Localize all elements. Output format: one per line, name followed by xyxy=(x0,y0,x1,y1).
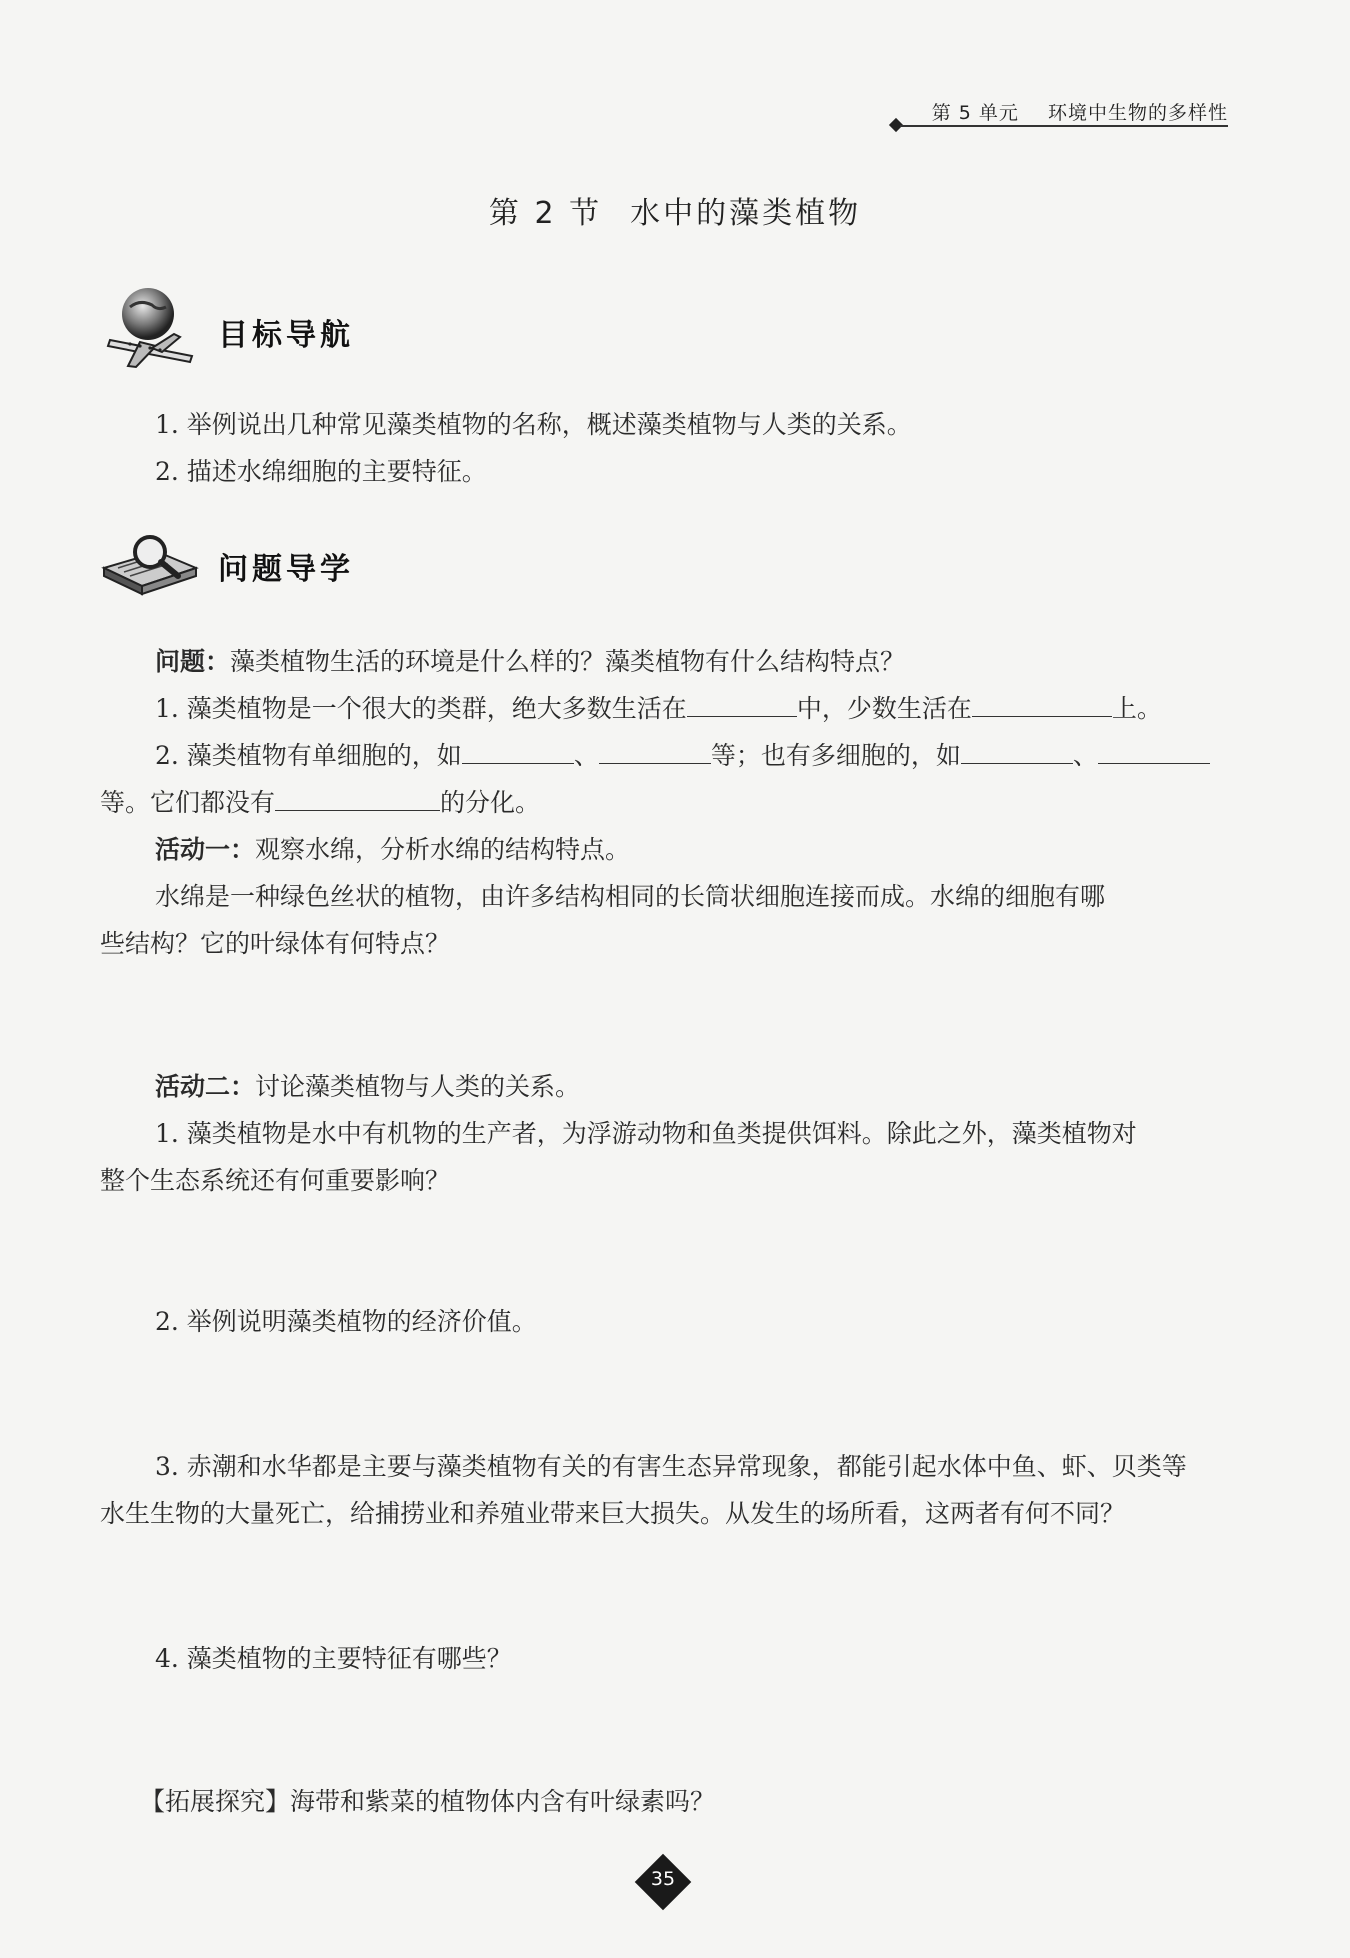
guide-heading: 问题导学 xyxy=(218,552,354,587)
globe-airplane-icon xyxy=(100,282,200,372)
header-unit: 第 5 单元 xyxy=(931,102,1019,124)
blank-field[interactable] xyxy=(972,692,1112,717)
blank-field[interactable] xyxy=(687,692,797,717)
blank-field[interactable] xyxy=(1098,739,1210,764)
goal-item-1: 1. 举例说出几种常见藻类植物的名称，概述藻类植物与人类的关系。 xyxy=(155,410,912,439)
activity1-paragraph-line2: 些结构？它的叶绿体有何特点？ xyxy=(100,929,451,958)
activity-1 xyxy=(155,833,630,867)
section-number: 第 2 节 xyxy=(488,196,603,231)
blank-field[interactable] xyxy=(961,739,1073,764)
fill3-text-a: 等。它们都没有 xyxy=(100,788,276,817)
activity2-q1-line2: 整个生态系统还有何重要影响？ xyxy=(100,1166,451,1195)
header-title: 环境中生物的多样性 xyxy=(1047,102,1228,124)
fill2-text-b: 等；也有多细胞的，如 xyxy=(710,741,961,770)
fill2-text-a: 2. 藻类植物有单细胞的，如 xyxy=(155,741,462,770)
blank-field[interactable] xyxy=(599,739,711,764)
activity2-q2: 2. 举例说明藻类植物的经济价值。 xyxy=(155,1307,537,1336)
goals-heading: 目标导航 xyxy=(218,318,354,353)
fill-item-2 xyxy=(155,739,1210,773)
goal-item-2: 2. 描述水绵细胞的主要特征。 xyxy=(155,457,487,486)
page-title xyxy=(0,188,1350,232)
extension-inquiry xyxy=(140,1785,715,1819)
fill3-text-b: 的分化。 xyxy=(440,788,541,817)
activity1-label: 活动一： xyxy=(155,835,256,864)
header-rule xyxy=(900,125,1228,127)
fill1-text-c: 上。 xyxy=(1111,694,1162,723)
activity2-label: 活动二： xyxy=(155,1072,256,1101)
activity2-q3-line1: 3. 赤潮和水华都是主要与藻类植物有关的有害生态异常现象，都能引起水体中鱼、虾、贝类等 xyxy=(155,1452,1187,1481)
blank-field[interactable] xyxy=(462,739,574,764)
activity1-paragraph-line1: 水绵是一种绿色丝状的植物，由许多结构相同的长筒状细胞连接而成。水绵的细胞有哪 xyxy=(155,882,1106,911)
activity2-q1-line1: 1. 藻类植物是水中有机物的生产者，为浮游动物和鱼类提供饵料。除此之外，藻类植物对 xyxy=(155,1119,1137,1148)
magnifier-book-icon xyxy=(100,530,200,600)
activity1-text: 观察水绵，分析水绵的结构特点。 xyxy=(255,835,631,864)
fill1-text-b: 中，少数生活在 xyxy=(796,694,972,723)
fill2-sep-1: 、 xyxy=(573,741,599,770)
page-header xyxy=(932,98,1228,125)
activity2-text: 讨论藻类植物与人类的关系。 xyxy=(255,1072,581,1101)
activity2-q4: 4. 藻类植物的主要特征有哪些？ xyxy=(155,1644,512,1673)
extension-text: 海带和紫菜的植物体内含有叶绿素吗？ xyxy=(290,1787,716,1816)
fill-item-3 xyxy=(100,786,540,820)
question-text: 藻类植物生活的环境是什么样的？藻类植物有什么结构特点？ xyxy=(230,647,906,676)
activity-2 xyxy=(155,1070,580,1104)
extension-label: 【拓展探究】 xyxy=(140,1787,291,1816)
fill2-sep-2: 、 xyxy=(1072,741,1098,770)
page-number: 35 xyxy=(650,1868,676,1890)
fill1-text-a: 1. 藻类植物是一个很大的类群，绝大多数生活在 xyxy=(155,694,687,723)
section-name: 水中的藻类植物 xyxy=(630,196,862,231)
question-label: 问题： xyxy=(155,647,231,676)
activity2-q3-line2: 水生生物的大量死亡，给捕捞业和养殖业带来巨大损失。从发生的场所看，这两者有何不同？ xyxy=(100,1499,1126,1528)
guide-question xyxy=(155,645,905,679)
blank-field[interactable] xyxy=(275,786,440,811)
fill-item-1 xyxy=(155,692,1162,726)
